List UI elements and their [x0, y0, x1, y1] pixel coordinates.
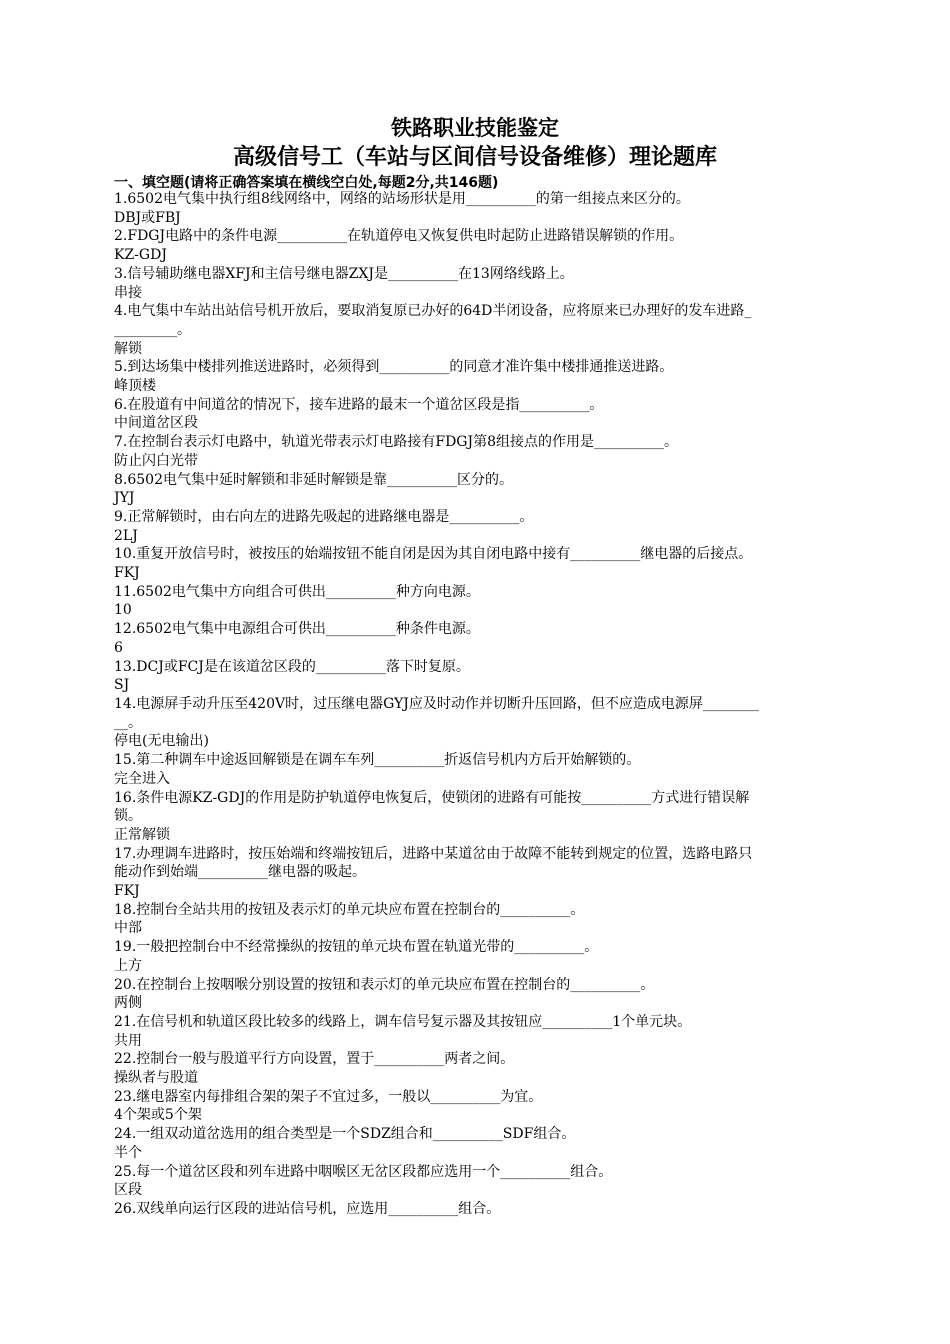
text-line: 9.正常解锁时，由右向左的进路先吸起的进路继电器是__________。 — [114, 508, 534, 525]
text-line: 2.FDGJ电路中的条件电源__________在轨道停电又恢复供电时起防止进路错误解锁的作用。 — [114, 228, 684, 245]
text-line: 19.一般把控制台中不经常操纵的按钮的单元块布置在轨道光带的__________。 — [114, 939, 599, 956]
text-line: 上方 — [114, 957, 142, 974]
text-line: 6.在股道有中间道岔的情况下，接车进路的最末一个道岔区段是指__________。 — [114, 396, 604, 413]
text-line: 20.在控制台上按咽喉分别设置的按钮和表示灯的单元块应布置在控制台的__________。 — [114, 976, 655, 993]
text-line: 2LJ — [114, 527, 138, 544]
text-line: 24.一组双动道岔选用的组合类型是一个SDZ组合和__________SDF组合。 — [114, 1126, 576, 1143]
text-line: 6 — [114, 639, 123, 656]
text-line: 完全进入 — [114, 770, 170, 787]
text-line: SJ — [114, 677, 130, 694]
text-line: 半个 — [114, 1144, 142, 1161]
text-line: 18.控制台全站共用的按钮及表示灯的单元块应布置在控制台的__________。 — [114, 901, 585, 918]
text-line: 4.电气集中车站出站信号机开放后，要取消复原已办好的64D半闭设备，应将原来已办理好的发车进路_ — [114, 303, 752, 320]
text-line: 中部 — [114, 920, 142, 937]
text-line: 22.控制台一般与股道平行方向设置，置于__________两者之间。 — [114, 1051, 515, 1068]
text-line: 14.电源屏手动升压至420V时，过压继电器GYJ应及时动作并切断升压回路，但不应造成电源屏________ — [114, 695, 759, 712]
text-line: 1.6502电气集中执行组8线网络中，网络的站场形状是用__________的第一组接点来区分的。 — [114, 191, 690, 207]
text-line: __。 — [114, 714, 142, 731]
text-line: 3.信号辅助继电器XFJ和主信号继电器ZXJ是__________在13网络线路上。 — [114, 265, 574, 282]
text-line: 10.重复开放信号时，被按压的始端按钮不能自闭是因为其自闭电路中接有__________继电器的后接点。 — [114, 546, 753, 563]
text-line: 25.每一个道岔区段和列车进路中咽喉区无岔区段都应选用一个__________组合。 — [114, 1163, 613, 1180]
text-line: 16.条件电源KZ-GDJ的作用是防护轨道停电恢复后，使锁闭的进路有可能按__________方式进行错误解 — [114, 789, 750, 806]
text-line: _________。 — [114, 321, 191, 338]
section-heading: 一、填空题(请将正确答案填在横线空白处,每题2分,共146题) — [114, 175, 499, 191]
document-title: 铁路职业技能鉴定 — [391, 116, 559, 140]
text-line: 21.在信号机和轨道区段比较多的线路上，调车信号复示器及其按钮应__________1个单元块。 — [114, 1013, 692, 1030]
text-line: 串接 — [114, 284, 142, 301]
text-line: 11.6502电气集中方向组合可供出__________种方向电源。 — [114, 583, 480, 600]
text-line: 17.办理调车进路时，按压始端和终端按钮后，进路中某道岔由于故障不能转到规定的位置，选路电路只 — [114, 845, 753, 862]
text-line: DBJ或FBJ — [114, 209, 181, 226]
document-subtitle: 高级信号工（车站与区间信号设备维修）理论题库 — [232, 145, 717, 170]
text-line: 峰顶楼 — [114, 378, 156, 395]
text-line: 26.双线单向运行区段的进站信号机，应选用__________组合。 — [114, 1200, 501, 1217]
text-line: 中间道岔区段 — [114, 415, 198, 432]
text-line: 操纵者与股道 — [114, 1070, 198, 1087]
text-line: 停电(无电输出) — [114, 733, 209, 750]
question-list — [114, 190, 874, 1219]
text-line: 12.6502电气集中电源组合可供出__________种条件电源。 — [114, 621, 480, 638]
text-line: 能动作到始端__________继电器的吸起。 — [114, 864, 366, 881]
text-line: 解锁 — [114, 340, 142, 357]
text-line: 23.继电器室内每排组合架的架子不宜过多，一般以__________为宜。 — [114, 1088, 543, 1105]
text-line: 8.6502电气集中延时解锁和非延时解锁是靠__________区分的。 — [114, 471, 513, 488]
text-line: 15.第二种调车中途返回解锁是在调车车列__________折返信号机内方后开始解锁的。 — [114, 752, 641, 769]
text-line: 锁。 — [114, 808, 142, 825]
text-line: 13.DCJ或FCJ是在该道岔区段的__________落下时复原。 — [114, 658, 470, 675]
text-line: 5.到达场集中楼排列推送进路时，必须得到__________的同意才准许集中楼排通推送进路。 — [114, 359, 674, 376]
text-line: 4个架或5个架 — [114, 1107, 202, 1124]
text-line: JYJ — [114, 490, 135, 507]
text-line: 7.在控制台表示灯电路中，轨道光带表示灯电路接有FDGJ第8组接点的作用是__________。 — [114, 434, 678, 451]
text-line: 10 — [114, 602, 132, 619]
text-line: 防止闪白光带 — [114, 452, 198, 469]
text-line: FKJ — [114, 565, 140, 582]
text-line: 共用 — [114, 1032, 142, 1049]
text-line: 两侧 — [114, 995, 142, 1012]
text-line: KZ-GDJ — [114, 247, 167, 264]
text-line: 正常解锁 — [114, 826, 170, 843]
text-line: 区段 — [114, 1182, 142, 1199]
text-line: FKJ — [114, 883, 140, 900]
